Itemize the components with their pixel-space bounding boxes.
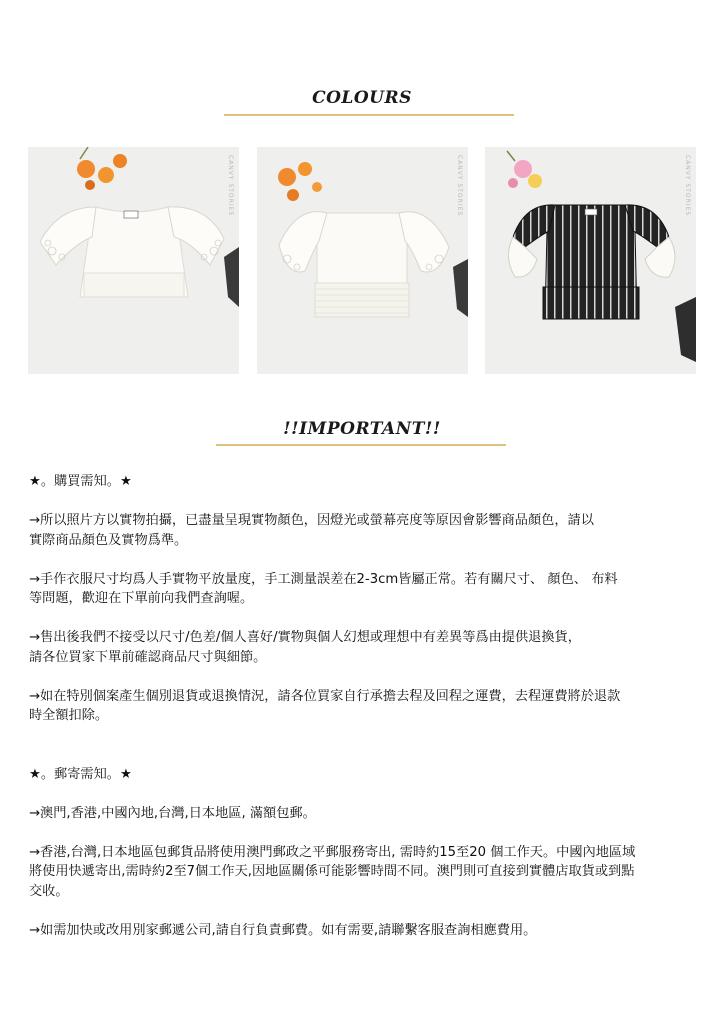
shipping-note-1: →澳門,香港,中國內地,台灣,日本地區, 滿額包郵。 — [29, 805, 316, 821]
product-photo-white-1 — [28, 147, 239, 374]
product-photo-white-2 — [257, 147, 468, 374]
notice-content — [29, 472, 689, 940]
purchase-note-2-line-1: →手作衣服尺寸均爲人手實物平放量度，手工測量誤差在2-3cm皆屬正常。若有關尺寸、 顏色、 布料 — [29, 571, 618, 587]
shipping-note-2-line-3: 交收。 — [29, 883, 69, 899]
important-title: !!IMPORTANT!! — [283, 419, 441, 439]
colours-divider — [224, 114, 514, 116]
important-divider — [216, 444, 506, 446]
purchase-heading: ★。購買需知。★ — [29, 474, 132, 489]
purchase-note-1-line-2: 實際商品顏色及實物爲準。 — [29, 532, 188, 548]
shipping-heading: ★。郵寄需知。★ — [29, 766, 132, 782]
product-photo-black — [485, 147, 696, 374]
colours-title: COLOURS — [312, 88, 412, 108]
purchase-note-1-line-1: →所以照片方以實物拍攝，已盡量呈現實物顏色，因燈光或螢幕亮度等原因會影響商品顏色，請以 — [29, 513, 594, 528]
brand-watermark: CANVY STORIES — [456, 155, 463, 217]
purchase-note-3-line-2: 請各位買家下單前確認商品尺寸與細節。 — [29, 649, 267, 665]
purchase-note-4-line-1: →如在特別個案產生個別退貨或退換情況，請各位買家自行承擔去程及回程之運費，去程運費將於退款 — [29, 688, 621, 704]
shipping-note-2-line-2: 將使用快遞寄出,需時約2至7個工作天,因地區關係可能影響時間不同。澳門則可直接到實體店取貨或到點 — [29, 864, 635, 879]
brand-watermark: CANVY STORIES — [227, 155, 234, 217]
shipping-note-2-line-1: →香港,台灣,日本地區包郵貨品將使用澳門郵政之平郵服務寄出, 需時約15至20 個工作天。中國內地區域 — [29, 844, 636, 860]
purchase-note-3-line-1: →售出後我們不接受以尺寸/色差/個人喜好/實物與個人幻想或理想中有差異等爲由提供退換貨， — [29, 630, 581, 645]
brand-watermark: CANVY STORIES — [684, 155, 691, 217]
purchase-note-4-line-2: 時全額扣除。 — [29, 708, 109, 723]
shipping-note-3: →如需加快或改用別家郵遞公司,請自行負責郵費。如有需要,請聯繫客服查詢相應費用。 — [29, 922, 537, 938]
purchase-note-2-line-2: 等問題，歡迎在下單前向我們查詢喔。 — [29, 591, 254, 606]
